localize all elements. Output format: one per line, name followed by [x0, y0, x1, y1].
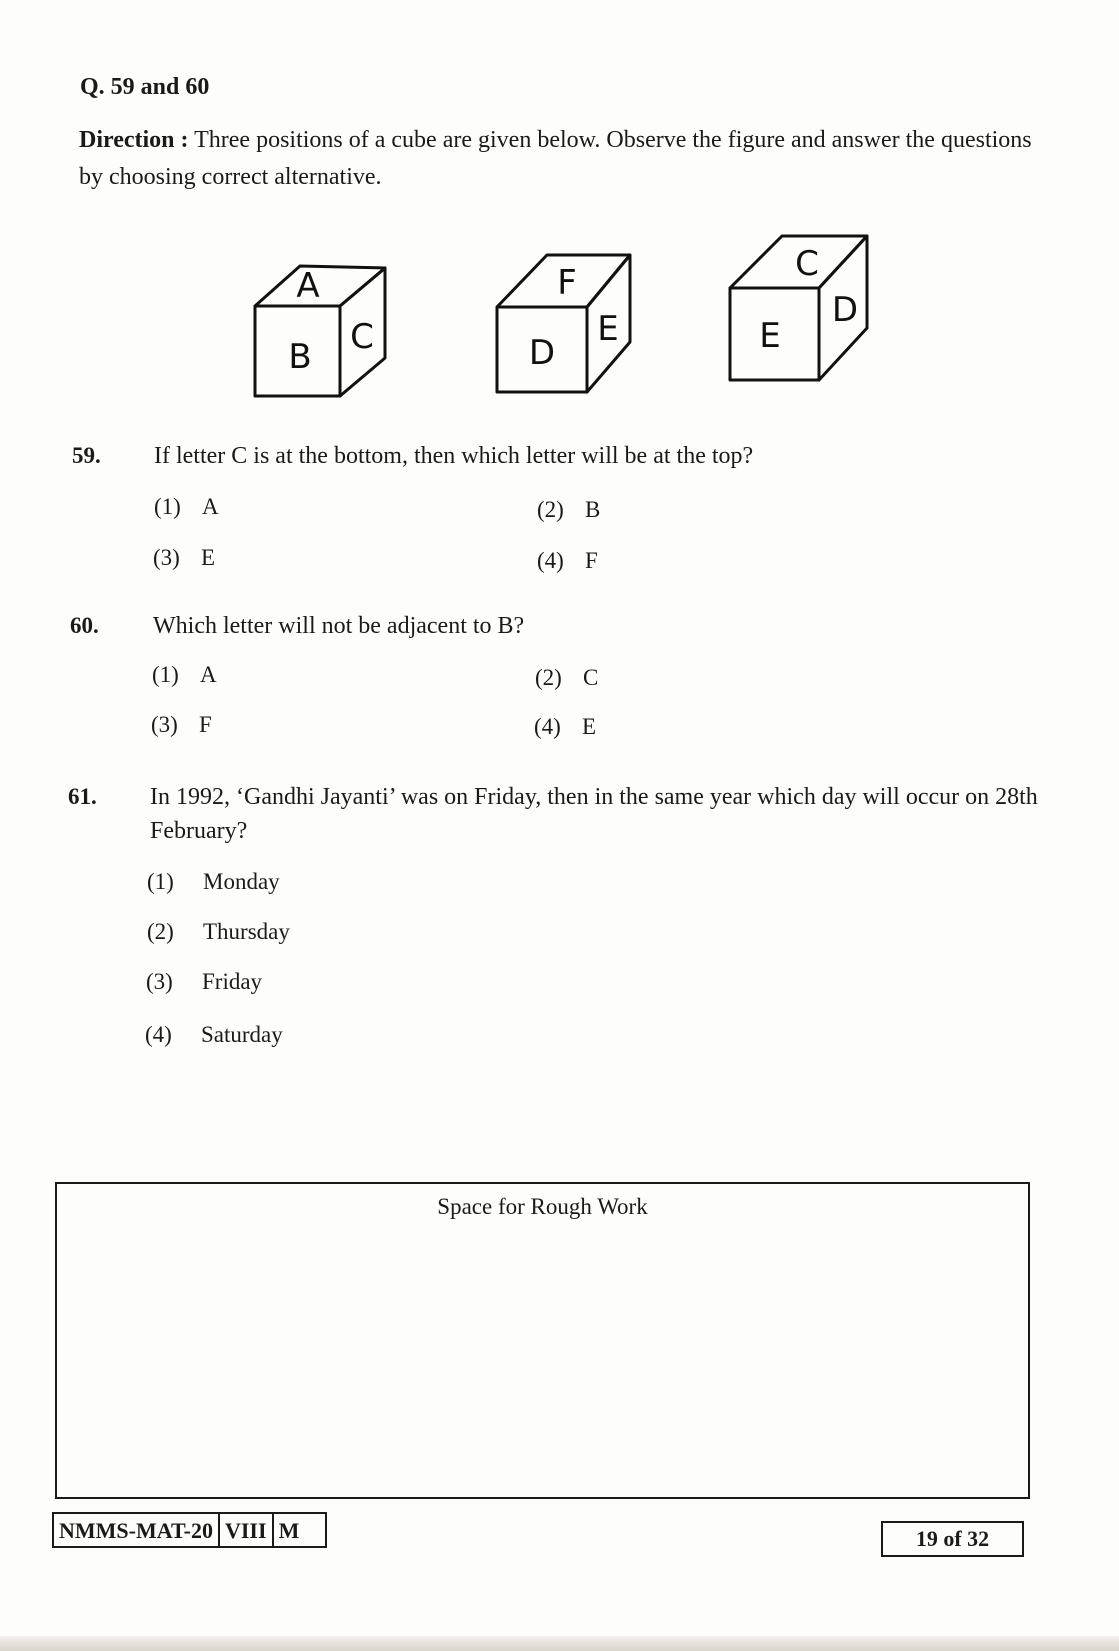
cube-3-top-letter: C — [795, 244, 819, 284]
option-4[interactable]: (4) F — [537, 548, 598, 573]
cube-3-side-letter: D — [831, 290, 859, 330]
option-1[interactable]: (1) A — [154, 494, 219, 519]
cube-1-front-letter: B — [288, 337, 312, 377]
option-4[interactable]: (4) Saturday — [145, 1022, 283, 1047]
rough-work-title: Space for Rough Work — [437, 1194, 648, 1219]
cube-2-front-letter: D — [528, 333, 556, 373]
option-1[interactable]: (1) A — [152, 662, 217, 687]
option-2[interactable]: (2) C — [535, 665, 599, 690]
direction-paragraph — [79, 122, 1054, 196]
question-number: 61. — [68, 784, 97, 809]
cube-2-side-letter: E — [597, 309, 619, 349]
option-4[interactable]: (4) E — [534, 714, 597, 739]
cube-3-front-letter: E — [759, 316, 781, 356]
option-3[interactable]: (3) E — [153, 545, 216, 570]
option-3[interactable]: (3) Friday — [146, 969, 263, 994]
question-text-line-2: February? — [150, 818, 248, 844]
cube-figure-3 — [727, 233, 872, 388]
question-number: 60. — [70, 613, 99, 638]
option-2[interactable]: (2) Thursday — [147, 919, 290, 944]
option-2[interactable]: (2) B — [537, 497, 601, 522]
option-3[interactable]: (3) F — [151, 712, 212, 737]
cube-figure-1 — [250, 263, 390, 408]
cube-figure-2 — [492, 252, 632, 402]
direction-label: Direction : — [79, 127, 189, 153]
question-number: 59. — [72, 443, 101, 468]
rough-work-box — [55, 1182, 1030, 1499]
option-1[interactable]: (1) Monday — [147, 869, 280, 894]
cube-2-top-letter: F — [557, 263, 577, 303]
page-number: 19 of 32 — [881, 1521, 1024, 1557]
cube-1-top-letter: A — [296, 266, 320, 306]
question-text-line-1: In 1992, ‘Gandhi Jayanti’ was on Friday, then in the same year which day will occur on 28th — [150, 784, 1038, 810]
class-label: VIII — [218, 1514, 272, 1546]
section-heading: Q. 59 and 60 — [80, 74, 210, 100]
paper-code: NMMS-MAT-20 — [59, 1518, 213, 1543]
question-text: If letter C is at the bottom, then which letter will be at the top? — [154, 443, 754, 469]
medium-label: M — [272, 1514, 326, 1546]
paper-code-box — [52, 1512, 327, 1548]
question-text: Which letter will not be adjacent to B? — [153, 613, 525, 639]
cube-1-side-letter: C — [350, 317, 374, 357]
direction-text: Three positions of a cube are given below. Observe the figure and answer the questions by choosing correct alternative. — [79, 127, 1032, 190]
page-edge — [0, 1636, 1119, 1651]
